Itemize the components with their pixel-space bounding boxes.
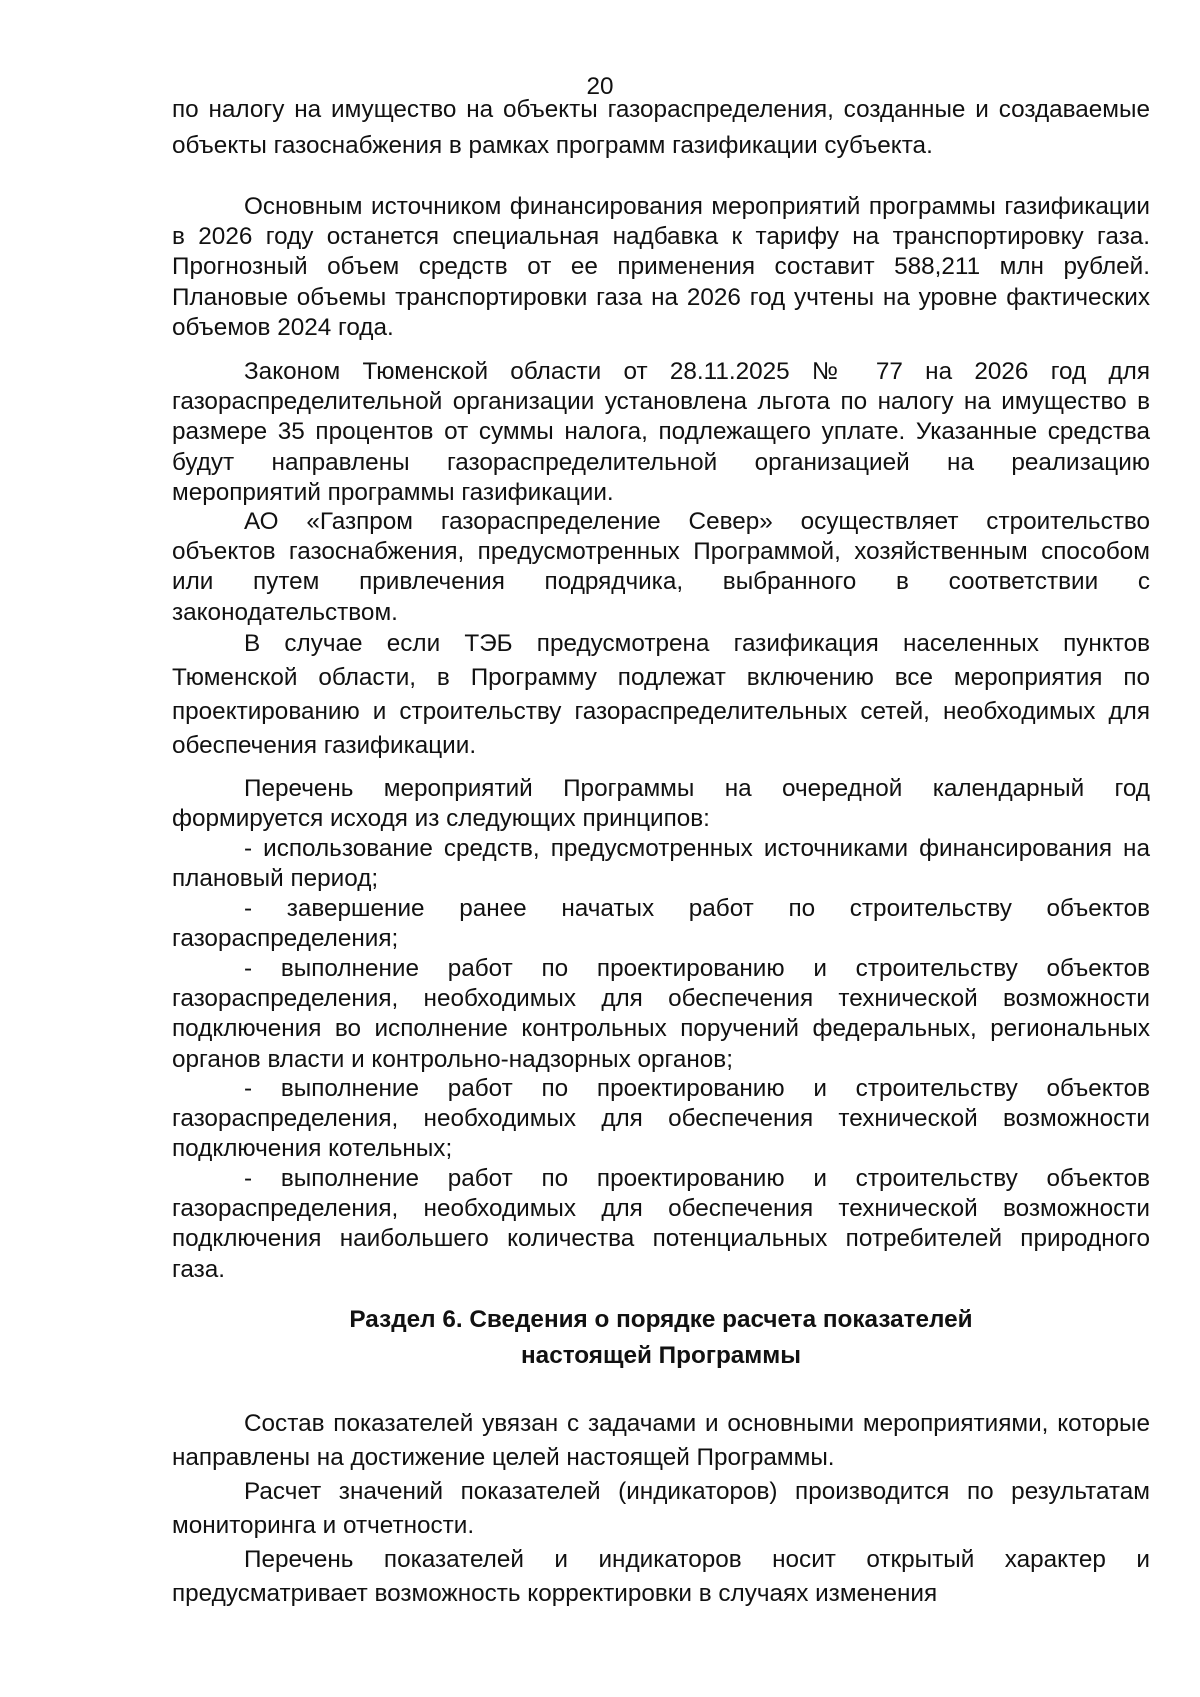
section-title: [172, 1302, 1150, 1374]
paragraph-teb-gasification: В случае если ТЭБ предусмотрена газификация населенных пунктов Тюменской области, в Программу подлежат включению все мероприятия по проектированию и строительству газораспределительных сетей, необходимых для обеспечения газификации.: [172, 630, 1150, 759]
paragraph-indicators-list: Перечень показателей и индикаторов носит открытый характер и предусматривает возможность корректировки в случаях изменения: [172, 1546, 1150, 1607]
paragraph-indicators-composition: Состав показателей увязан с задачами и основными мероприятиями, которые направлены на достижение целей настоящей Программы.: [172, 1410, 1150, 1471]
paragraph-continuation: по налогу на имущество на объекты газораспределения, созданные и создаваемые объекты газоснабжения в рамках программ газификации субъекта.: [172, 96, 1150, 159]
paragraph-funding-source: Основным источником финансирования мероприятий программы газификации в 2026 году останется специальная надбавка к тарифу на транспортировку газа. Прогнозный объем средств от ее применения составит 588,211 млн рублей. Плановые объемы транспортировки газа на 2026 год учтены на уровне фактических объемов 2024 года.: [172, 193, 1150, 341]
paragraph-gazprom: АО «Газпром газораспределение Север» осуществляет строительство объектов газоснабжения, предусмотренных Программой, хозяйственным способом или путем привлечения подрядчика, выбранного в соответствии с законодательством.: [172, 508, 1150, 626]
list-item-consumers: - выполнение работ по проектированию и строительству объектов газораспределения, необходимых для обеспечения технической возможности подключения наибольшего количества потенциальных потребителей природного газа.: [172, 1165, 1150, 1283]
section-title-line2: настоящей Программы: [521, 1342, 801, 1369]
list-item-orders: - выполнение работ по проектированию и строительству объектов газораспределения, необходимых для обеспечения технической возможности подключения во исполнение контрольных поручений федеральных, региональных органов власти и контрольно-надзорных органов;: [172, 955, 1150, 1073]
list-item-funding-use: - использование средств, предусмотренных источниками финансирования на плановый период;: [172, 835, 1150, 893]
list-item-completion: - завершение ранее начатых работ по строительству объектов газораспределения;: [172, 895, 1150, 953]
page-number: 20: [586, 73, 614, 100]
paragraph-tax-benefit: Законом Тюменской области от 28.11.2025 № 77 на 2026 год для газораспределительной организации установлена льгота по налогу на имущество в размере 35 процентов от суммы налога, подлежащего уплате. Указанные средства будут направлены газораспределительной организацией на реализацию мероприятий программы газификации.: [172, 358, 1150, 506]
list-item-boilers: - выполнение работ по проектированию и строительству объектов газораспределения, необходимых для обеспечения технической возможности подключения котельных;: [172, 1075, 1150, 1163]
section-title-line1: Раздел 6. Сведения о порядке расчета показателей: [349, 1306, 973, 1333]
paragraph-indicators-calculation: Расчет значений показателей (индикаторов) производится по результатам мониторинга и отчетности.: [172, 1478, 1150, 1539]
paragraph-principles-intro: Перечень мероприятий Программы на очередной календарный год формируется исходя из следующих принципов:: [172, 775, 1150, 833]
